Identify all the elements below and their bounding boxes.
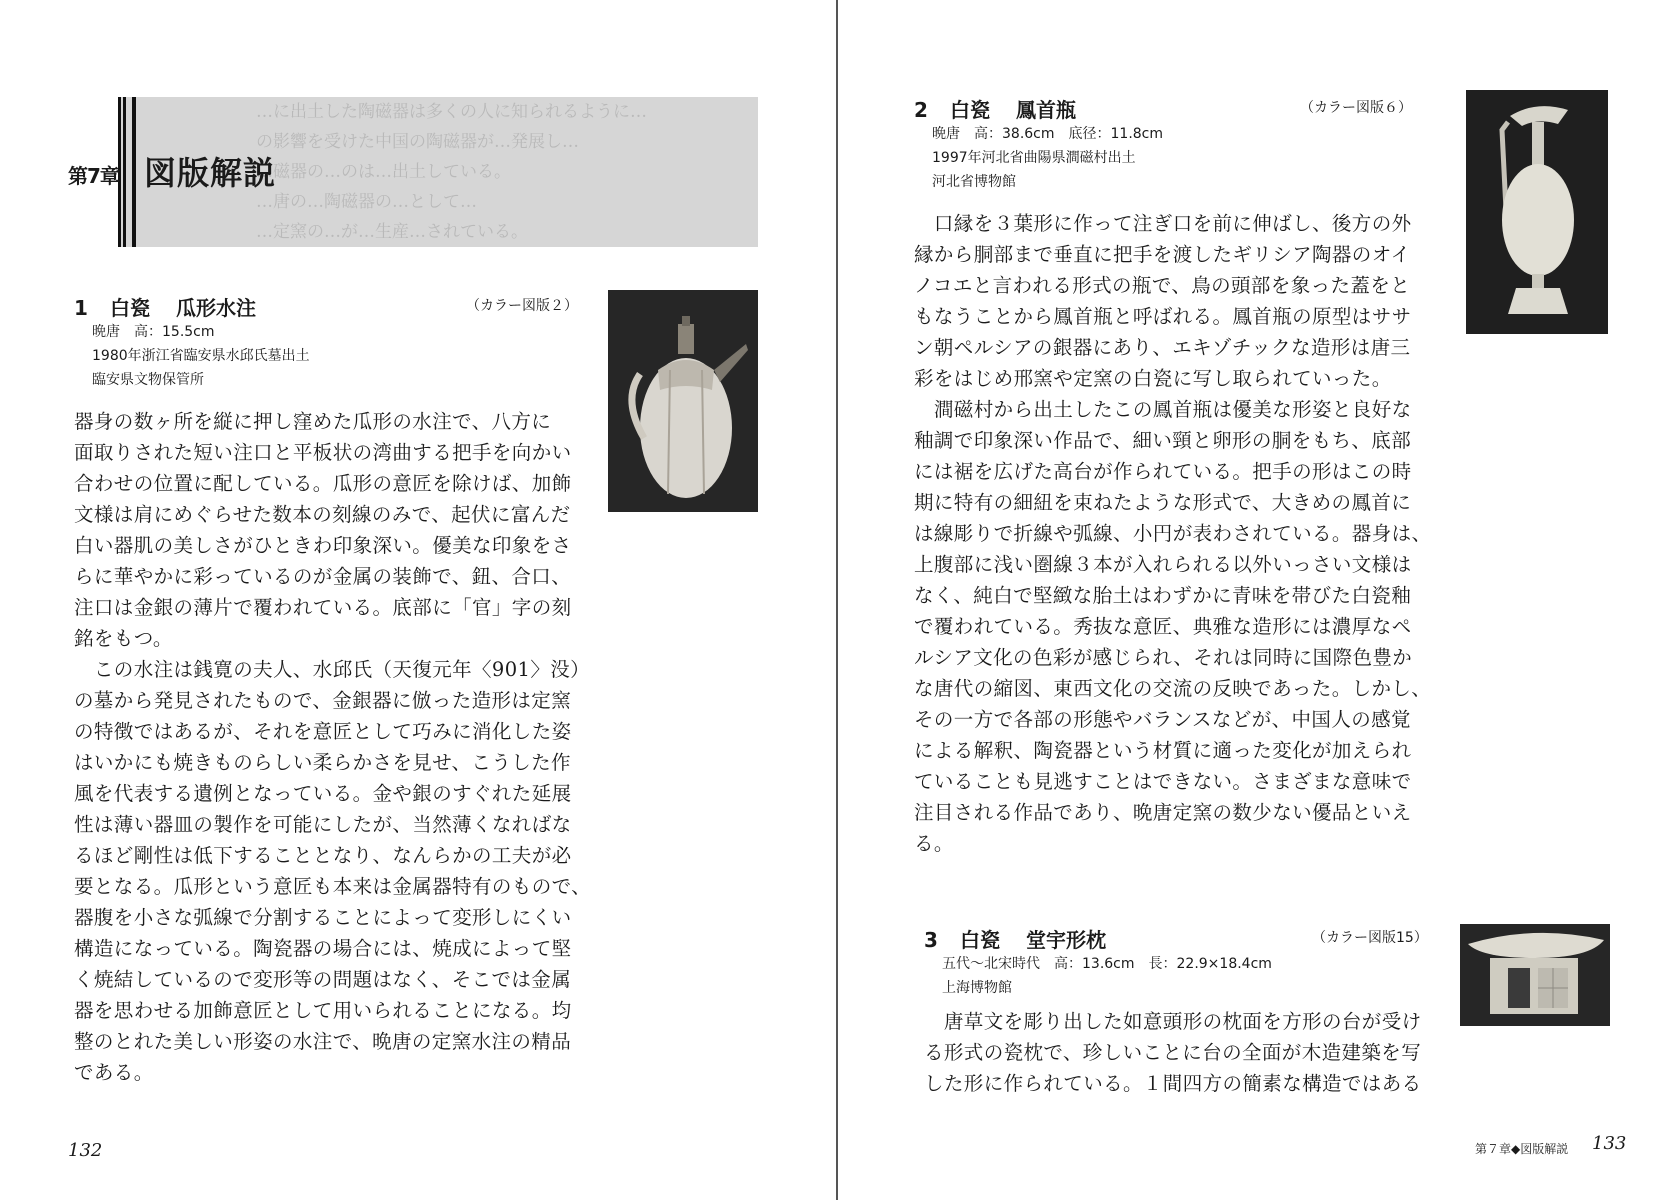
- entry-name: 瓜形水注: [176, 296, 256, 320]
- text-line: るほど剛性は低下することとなり、なんらかの工夫が必: [74, 844, 572, 867]
- text-line: した形に作られている。１間四方の簡素な構造ではある: [924, 1072, 1422, 1095]
- entry-type: 白瓷: [950, 98, 990, 122]
- meta-line: 晩唐 高：15.5cm: [92, 324, 215, 340]
- left-page-number: 132: [68, 1140, 103, 1161]
- text-line: ていることも見逃すことはできない。さまざまな意味で: [914, 770, 1412, 793]
- chapter-title: 図版解説: [144, 154, 277, 192]
- text-line: 釉調で印象深い作品で、細い頸と卵形の胴をもち、底部: [914, 429, 1412, 452]
- text-line: 銘をもつ。: [74, 627, 173, 650]
- entry-type: 白瓷: [960, 928, 1000, 952]
- entry-type: 白瓷: [110, 296, 150, 320]
- text-line: は線彫りで折線や弧線、小円が表わされている。器身は、: [914, 522, 1432, 545]
- text-line: 合わせの位置に配している。瓜形の意匠を除けば、加飾: [74, 472, 572, 495]
- text-line: 器腹を小さな弧線で分割することによって変形しにくい: [74, 906, 572, 929]
- entry-1-paragraph-1: [74, 406, 572, 654]
- text-line: 器身の数ヶ所を縦に押し窪めた瓜形の水注で、八方に: [74, 410, 552, 433]
- text-line: る形式の瓷枕で、珍しいことに台の全面が木造建築を写: [924, 1041, 1422, 1064]
- text-line: 器を思わせる加飾意匠として用いられることになる。均: [74, 999, 572, 1022]
- entry-2-meta: [932, 122, 1163, 194]
- entry-2-paragraph-2: [914, 394, 1431, 859]
- text-line: 注目される作品であり、晩唐定窯の数少ない優品といえ: [914, 801, 1412, 824]
- text-line: 期に特有の細紐を束ねたような形式で、大きめの鳳首に: [914, 491, 1412, 514]
- text-line: はいかにも焼きものらしい柔らかさを見せ、こうした作: [74, 751, 571, 774]
- entry-1-color-plate-ref: （カラー図版２）: [466, 298, 578, 314]
- text-line: である。: [74, 1061, 154, 1084]
- entry-3-paragraph-1: [924, 1006, 1422, 1099]
- text-line: 唐草文を彫り出した如意頭形の枕面を方形の台が受け: [924, 1010, 1422, 1033]
- text-line: 風を代表する遺例となっている。金や銀のすぐれた延展: [74, 782, 572, 805]
- meta-line: 上海博物館: [942, 980, 1012, 996]
- text-line: ン朝ペルシアの銀器にあり、エキゾチックな造形は唐三: [914, 336, 1411, 359]
- text-line: な唐代の縮図、東西文化の交流の反映であった。しかし、: [914, 677, 1432, 700]
- text-line: による解釈、陶瓷器という材質に適った変化が加えられ: [914, 739, 1412, 762]
- entry-number: 3: [924, 928, 938, 952]
- entry-name: 鳳首瓶: [1016, 98, 1076, 122]
- text-line: その一方で各部の形態やバランスなどが、中国人の感覚: [914, 708, 1411, 731]
- text-line: く焼結しているので変形等の問題はなく、そこでは金属: [74, 968, 572, 991]
- entry-1-photo: [608, 290, 758, 512]
- chapter-header-background-text: [256, 97, 756, 247]
- meta-line: 臨安県文物保管所: [92, 372, 204, 388]
- text-line: には裾を広げた高台が作られている。把手の形はこの時: [914, 460, 1412, 483]
- entry-1-heading: [74, 292, 256, 321]
- entry-3-meta: [942, 952, 1272, 1000]
- chapter-label: 第7章: [68, 164, 119, 188]
- text-line: なく、純白で堅緻な胎土はわずかに青味を帯びた白瓷釉: [914, 584, 1412, 607]
- text-line: 注口は金銀の薄片で覆われている。底部に「官」字の刻: [74, 596, 572, 619]
- melon-ewer-image: [608, 290, 758, 512]
- entry-number: 2: [914, 98, 928, 122]
- text-line: 上腹部に浅い圏線３本が入れられる以外いっさい文様は: [914, 553, 1412, 576]
- text-line: 澗磁村から出土したこの鳳首瓶は優美な形姿と良好な: [914, 398, 1412, 421]
- meta-line: 河北省博物館: [932, 174, 1016, 190]
- text-line: この水注は銭寛の夫人、水邱氏（天復元年〈901〉没）: [74, 658, 591, 681]
- text-line: の墓から発見されたもので、金銀器に倣った造形は定窯: [74, 689, 572, 712]
- text-line: る。: [914, 832, 954, 855]
- text-line: 彩をはじめ邢窯や定窯の白瓷に写し取られていった。: [914, 367, 1392, 390]
- entry-2-color-plate-ref: （カラー図版６）: [1300, 100, 1412, 116]
- meta-line: 1997年河北省曲陽県澗磁村出土: [932, 150, 1136, 166]
- meta-line: 五代〜北宋時代 高：13.6cm 長：22.9×18.4cm: [942, 956, 1272, 972]
- text-line: 白い器肌の美しさがひときわ印象深い。優美な印象をさ: [74, 534, 572, 557]
- entry-1-paragraph-2: [74, 654, 591, 1088]
- text-line: 縁から胴部まで垂直に把手を渡したギリシア陶器のオイ: [914, 243, 1411, 266]
- text-line: 性は薄い器皿の製作を可能にしたが、当然薄くなればな: [74, 813, 572, 836]
- text-line: で覆われている。秀抜な意匠、典雅な造形には濃厚なペ: [914, 615, 1412, 638]
- ghost-line: …磁器の…のは…出土している。: [256, 162, 511, 182]
- ghost-line: の影響を受けた中国の陶磁器が…発展し…: [256, 132, 579, 152]
- text-line: 要となる。瓜形という意匠も本来は金属器特有のもので、: [74, 875, 592, 898]
- entry-3-photo: [1460, 924, 1610, 1026]
- text-line: 文様は肩にめぐらせた数本の刻線のみで、起伏に富んだ: [74, 503, 571, 526]
- meta-line: 1980年浙江省臨安県水邱氏墓出土: [92, 348, 310, 364]
- ghost-line: …に出土した陶磁器は多くの人に知られるように…: [256, 102, 647, 122]
- text-line: 整のとれた美しい形姿の水注で、晩唐の定窯水注の精品: [74, 1030, 572, 1053]
- text-line: の特徴ではあるが、それを意匠として巧みに消化した姿: [74, 720, 572, 743]
- entry-3-color-plate-ref: （カラー図版15）: [1312, 930, 1428, 946]
- text-line: ルシア文化の色彩が感じられ、それは同時に国際色豊か: [914, 646, 1413, 669]
- entry-name: 堂宇形枕: [1026, 928, 1106, 952]
- right-page: [838, 0, 1675, 1200]
- entry-2-paragraph-1: [914, 208, 1412, 394]
- right-page-number: 133: [1592, 1133, 1627, 1154]
- running-head: 第７章◆図版解説: [1475, 1142, 1569, 1156]
- text-line: もなうことから鳳首瓶と呼ばれる。鳳首瓶の原型はササ: [914, 305, 1412, 328]
- text-line: 面取りされた短い注口と平板状の湾曲する把手を向かい: [74, 441, 572, 464]
- text-line: 構造になっている。陶瓷器の場合には、焼成によって堅: [74, 937, 572, 960]
- entry-3-heading: [924, 924, 1106, 953]
- ghost-line: …唐の…陶磁器の…として…: [256, 192, 477, 212]
- text-line: 口縁を３葉形に作って注ぎ口を前に伸ばし、後方の外: [914, 212, 1412, 235]
- entry-2-heading: [914, 94, 1076, 123]
- text-line: ノコエと言われる形式の瓶で、鳥の頭部を象った蓋をと: [914, 274, 1411, 297]
- text-line: らに華やかに彩っているのが金属の装飾で、鈕、合口、: [74, 565, 572, 588]
- meta-line: 晩唐 高：38.6cm 底径：11.8cm: [932, 126, 1164, 142]
- entry-2-photo: [1466, 90, 1608, 334]
- entry-1-meta: [92, 320, 310, 392]
- pavilion-pillow-image: [1460, 924, 1610, 1026]
- entry-number: 1: [74, 296, 88, 320]
- ghost-line: …定窯の…が…生産…されている。: [256, 222, 528, 242]
- phoenix-vase-image: [1466, 90, 1608, 334]
